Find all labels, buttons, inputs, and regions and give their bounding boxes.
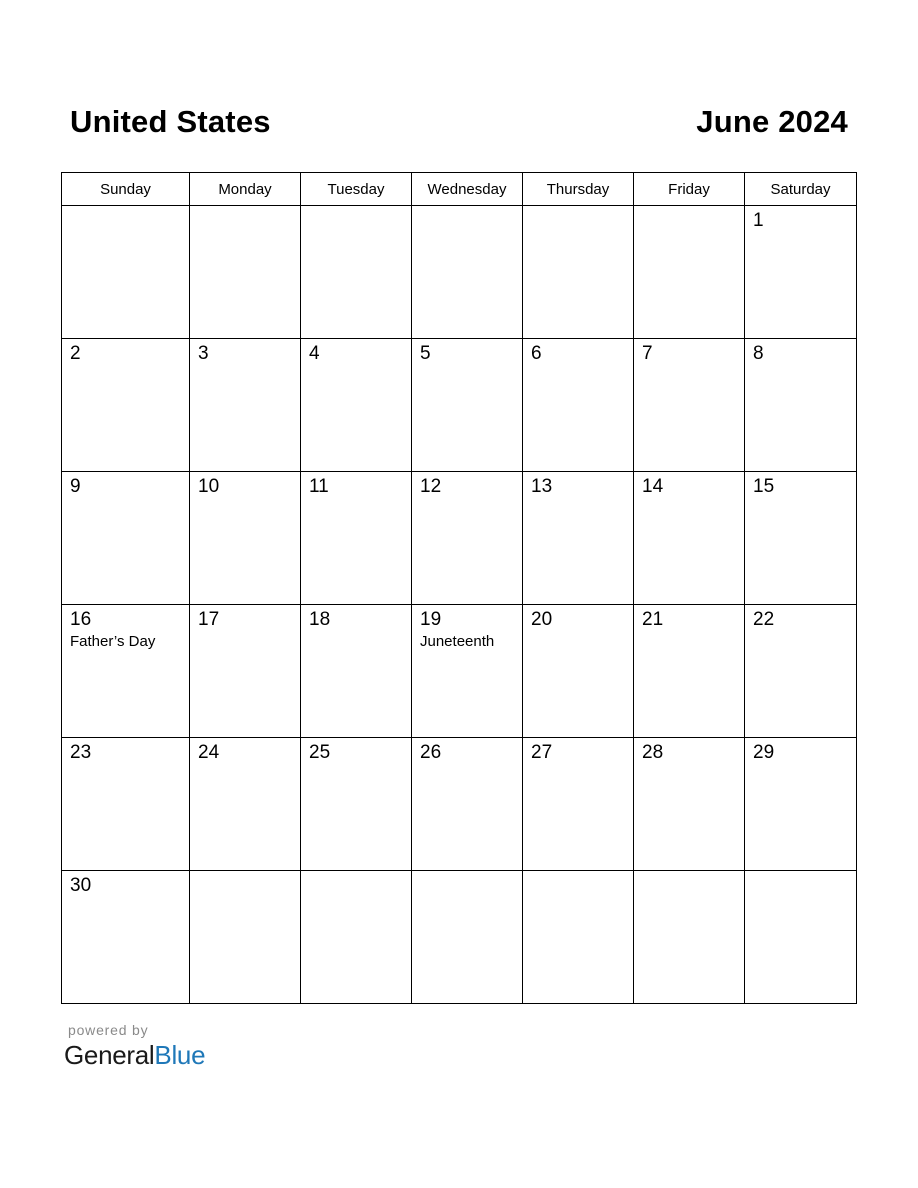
day-number: 11 (309, 476, 329, 497)
day-number: 8 (753, 343, 764, 364)
day-number: 26 (420, 742, 442, 763)
day-cell (301, 339, 412, 472)
day-cell (301, 871, 412, 1004)
day-number: 6 (531, 343, 542, 364)
day-cell (62, 605, 190, 738)
day-cell (523, 738, 634, 871)
week-row (62, 472, 857, 605)
day-cell (190, 605, 301, 738)
day-cell (190, 206, 301, 339)
weekday-wednesday: Wednesday (412, 173, 523, 206)
week-row (62, 339, 857, 472)
weekday-header-row (62, 173, 857, 206)
weekday-friday: Friday (634, 173, 745, 206)
day-number: 25 (309, 742, 331, 763)
holiday-label: Juneteenth (420, 633, 495, 650)
day-cell (62, 472, 190, 605)
day-number: 24 (198, 742, 220, 763)
day-number: 4 (309, 343, 320, 364)
footer-branding (64, 1022, 205, 1071)
generalblue-logo (64, 1040, 205, 1071)
day-cell (523, 472, 634, 605)
day-number: 21 (642, 609, 664, 630)
week-row (62, 871, 857, 1004)
weekday-sunday: Sunday (62, 173, 190, 206)
day-cell (301, 605, 412, 738)
logo-blue-text: Blue (154, 1040, 206, 1070)
day-cell (634, 738, 745, 871)
day-cell (190, 472, 301, 605)
day-cell (62, 339, 190, 472)
week-row (62, 206, 857, 339)
day-number: 27 (531, 742, 553, 763)
holiday-label: Father’s Day (70, 633, 156, 650)
day-number: 20 (531, 609, 553, 630)
day-cell (745, 871, 857, 1004)
weekday-thursday: Thursday (523, 173, 634, 206)
weekday-monday: Monday (190, 173, 301, 206)
day-number: 10 (198, 476, 220, 497)
day-cell (412, 738, 523, 871)
day-cell (190, 738, 301, 871)
day-cell (523, 339, 634, 472)
day-number: 29 (753, 742, 775, 763)
weekday-saturday: Saturday (745, 173, 857, 206)
day-cell (745, 339, 857, 472)
day-number: 28 (642, 742, 664, 763)
day-number: 13 (531, 476, 553, 497)
day-number: 7 (642, 343, 653, 364)
day-cell (301, 206, 412, 339)
day-cell (745, 605, 857, 738)
day-cell (634, 206, 745, 339)
day-number: 23 (70, 742, 92, 763)
day-number: 22 (753, 609, 775, 630)
day-cell (634, 871, 745, 1004)
day-cell (745, 738, 857, 871)
day-number: 19 (420, 609, 442, 630)
calendar-header (70, 104, 848, 148)
powered-by-text: powered by (68, 1022, 149, 1038)
day-cell (190, 871, 301, 1004)
month-calendar-grid (61, 172, 857, 1004)
day-number: 30 (70, 875, 92, 896)
day-cell (745, 206, 857, 339)
day-cell (62, 206, 190, 339)
day-number: 9 (70, 476, 81, 497)
day-cell (190, 339, 301, 472)
day-number: 3 (198, 343, 209, 364)
day-cell (634, 472, 745, 605)
day-number: 18 (309, 609, 331, 630)
day-cell (62, 738, 190, 871)
day-cell (523, 871, 634, 1004)
day-number: 15 (753, 476, 775, 497)
day-number: 5 (420, 343, 431, 364)
day-number: 2 (70, 343, 81, 364)
day-cell (745, 472, 857, 605)
day-number: 16 (70, 609, 92, 630)
country-title: United States (70, 104, 271, 139)
day-cell (62, 871, 190, 1004)
day-cell (412, 472, 523, 605)
day-number: 14 (642, 476, 664, 497)
day-cell (301, 472, 412, 605)
day-cell (634, 605, 745, 738)
day-cell (634, 339, 745, 472)
calendar-weeks (62, 206, 857, 1004)
month-title: June 2024 (696, 104, 848, 139)
day-cell (412, 871, 523, 1004)
day-cell (523, 206, 634, 339)
day-cell (301, 738, 412, 871)
weekday-tuesday: Tuesday (301, 173, 412, 206)
day-cell (412, 605, 523, 738)
day-number: 17 (198, 609, 220, 630)
logo-general-text: General (64, 1040, 155, 1070)
day-number: 1 (753, 210, 764, 231)
day-number: 12 (420, 476, 442, 497)
week-row (62, 605, 857, 738)
day-cell (412, 206, 523, 339)
week-row (62, 738, 857, 871)
day-cell (523, 605, 634, 738)
day-cell (412, 339, 523, 472)
